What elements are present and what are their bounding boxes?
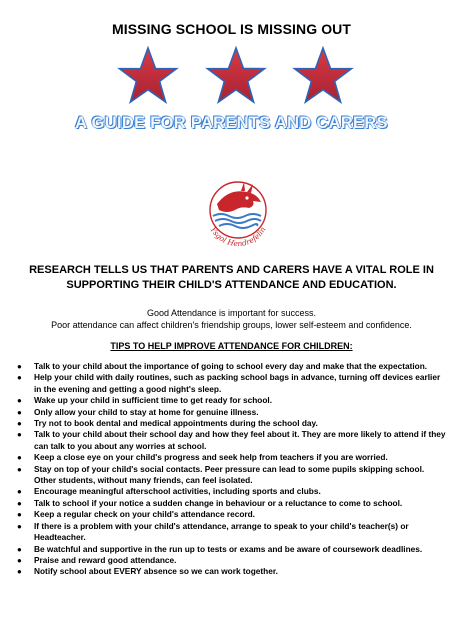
bullet-icon: ● bbox=[17, 567, 22, 577]
bullet-icon: ● bbox=[17, 430, 22, 440]
poor-attendance-text: Poor attendance can affect children's friendship groups, lower self-esteem and confidence. bbox=[51, 320, 412, 330]
list-item: ● Keep a regular check on your child's attendance record. bbox=[17, 509, 255, 520]
bullet-icon: ● bbox=[17, 453, 22, 463]
page-subtitle: A GUIDE FOR PARENTS AND CARERS bbox=[75, 114, 388, 132]
attendance-intro bbox=[0, 307, 463, 331]
list-item: ● Wake up your child in sufficient time to get ready for school. bbox=[17, 395, 273, 406]
list-item: ● Talk to school if your notice a sudden change in behaviour or a reluctance to come to school. bbox=[17, 497, 403, 508]
bullet-icon: ● bbox=[17, 407, 22, 417]
logo-text: Ysgol Hendrefelin bbox=[208, 225, 268, 249]
list-item: ● Stay on top of your child's social contacts. Peer pressure can lead to some pupils skipping school. Other students, without many friends, can feel isolated. bbox=[17, 463, 425, 486]
list-item: ● Encourage meaningful afterschool activities, including sports and clubs. bbox=[17, 486, 321, 497]
list-item: ● Be watchful and supportive in the run up to tests or exams and be aware of coursework deadlines. bbox=[17, 543, 423, 554]
star-icon bbox=[208, 48, 265, 102]
list-item: ● Talk to your child about the importance of going to school every day and make that the expectation. bbox=[17, 361, 428, 371]
page-title: MISSING SCHOOL IS MISSING OUT bbox=[111, 21, 352, 37]
tips-heading: TIPS TO HELP IMPROVE ATTENDANCE FOR CHILDREN: bbox=[110, 341, 353, 351]
stars-decoration bbox=[0, 45, 463, 111]
bullet-icon: ● bbox=[17, 498, 22, 508]
list-item: ● Only allow your child to stay at home for genuine illness. bbox=[17, 406, 259, 417]
bullet-icon: ● bbox=[17, 487, 22, 497]
bullet-icon: ● bbox=[17, 362, 22, 371]
research-heading: RESEARCH TELLS US THAT PARENTS AND CARERS HAVE A VITAL ROLE IN SUPPORTING THEIR CHILD'S ATTENDANCE AND EDUCATION. bbox=[29, 264, 434, 291]
bullet-icon: ● bbox=[17, 373, 22, 383]
star-icon bbox=[295, 48, 352, 102]
school-logo bbox=[195, 176, 281, 256]
list-item: ● Try not to book dental and medical appointments during the school day. bbox=[17, 418, 318, 429]
tips-list bbox=[17, 361, 447, 578]
bullet-icon: ● bbox=[17, 464, 22, 474]
bullet-icon: ● bbox=[17, 510, 22, 520]
list-item: ● Help your child with daily routines, such as packing school bags in advance, turning off devices earlier in the evening and getting a good night's sleep. bbox=[17, 372, 441, 394]
good-attendance-text: Good Attendance is important for success. bbox=[146, 308, 317, 318]
bullet-icon: ● bbox=[17, 544, 22, 554]
bullet-icon: ● bbox=[17, 521, 22, 531]
list-item: ● If there is a problem with your child's attendance, arrange to speak to your child's teacher(s) or Headteacher. bbox=[17, 520, 409, 543]
list-item: ● Notify school about EVERY absence so we can work together. bbox=[17, 566, 278, 577]
list-item: ● Talk to your child about their school day and how they feel about it. They are more likely to attend if they can talk to you about any worries at school. bbox=[17, 429, 446, 451]
bullet-icon: ● bbox=[17, 419, 22, 429]
bullet-icon: ● bbox=[17, 555, 22, 565]
star-icon bbox=[120, 48, 177, 102]
list-item: ● Keep a close eye on your child's progress and seek help from teachers if you are worried. bbox=[17, 452, 388, 463]
list-item: ● Praise and reward good attendance. bbox=[17, 554, 177, 565]
bullet-icon: ● bbox=[17, 396, 22, 406]
